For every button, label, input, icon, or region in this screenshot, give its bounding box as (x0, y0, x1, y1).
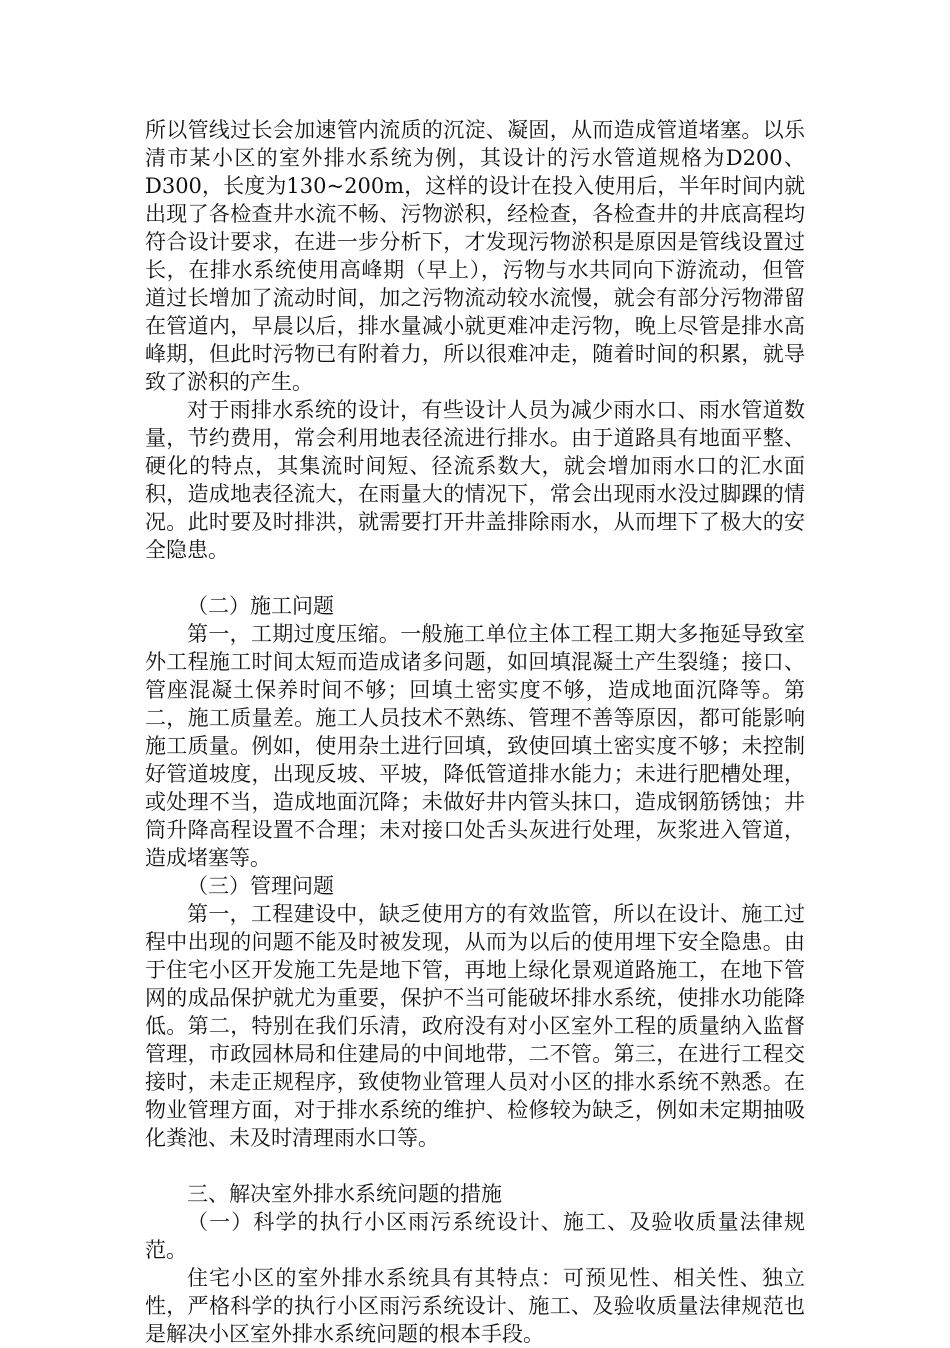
paragraph-sewer-design: 所以管线过长会加速管内流质的沉淀、凝固，从而造成管道堵塞。以乐清市某小区的室外排水系统为例，其设计的污水管道规格为D200、D300，长度为130~200m，这样的设计在投入使用后，半年时间内就出现了各检查井水流不畅、污物淤积，经检查，各检查井的井底高程均符合设计要求，在进一步分析下，才发现污物淤积是原因是管线设置过长，在排水系统使用高峰期（早上），污物与水共同向下游流动，但管道过长增加了流动时间，加之污物流动较水流慢，就会有部分污物滞留在管道内，早晨以后，排水量减小就更难冲走污物，晚上尽管是排水高峰期，但此时污物已有附着力，所以很难冲走，随着时间的积累，就导致了淤积的产生。 (145, 118, 805, 394)
document-body (145, 116, 805, 1348)
paragraph-management-issues: 第一，工程建设中，缺乏使用方的有效监管，所以在设计、施工过程中出现的问题不能及时被发现，从而为以后的使用埋下安全隐患。由于住宅小区开发施工先是地下管，再地上绿化景观道路施工，在地下管网的成品保护就尤为重要，保护不当可能破坏排水系统，使排水功能降低。第二，特别在我们乐清，政府没有对小区室外工程的质量纳入监督管理，市政园林局和住建局的中间地带，二不管。第三，在进行工程交接时，未走正规程序，致使物业管理人员对小区的排水系统不熟悉。在物业管理方面，对于排水系统的维护、检修较为缺乏，例如未定期抽吸化粪池、未及时清理雨水口等。 (145, 902, 805, 1150)
paragraph-measure-1: 住宅小区的室外排水系统具有其特点：可预见性、相关性、独立性，严格科学的执行小区雨污系统设计、施工、及验收质量法律规范也是解决小区室外排水系统问题的根本手段。 (145, 1266, 805, 1346)
paragraph-construction-issues: 第一，工期过度压缩。一般施工单位主体工程工期大多拖延导致室外工程施工时间太短而造成诸多问题，如回填混凝土产生裂缝；接口、管座混凝土保养时间不够；回填土密实度不够，造成地面沉降等。第二，施工质量差。施工人员技术不熟练、管理不善等原因，都可能影响施工质量。例如，使用杂土进行回填，致使回填土密实度不够；未控制好管道坡度，出现反坡、平坡，降低管道排水能力；未进行肥槽处理，或处理不当，造成地面沉降；未做好井内管头抹口，造成钢筋锈蚀；井筒升降高程设置不合理；未对接口处舌头灰进行处理，灰浆进入管道，造成堵塞等。 (145, 622, 805, 870)
heading-management-issues: （三）管理问题 (187, 874, 334, 898)
heading-measure-1: （一）科学的执行小区雨污系统设计、施工、及验收质量法律规范。 (145, 1210, 805, 1262)
heading-construction-issues: （二）施工问题 (187, 594, 334, 618)
heading-measures: 三、解决室外排水系统问题的措施 (187, 1182, 502, 1206)
section-gap (145, 564, 805, 592)
section-gap (145, 1152, 805, 1180)
paragraph-rain-drainage: 对于雨排水系统的设计，有些设计人员为减少雨水口、雨水管道数量，节约费用，常会利用地表径流进行排水。由于道路具有地面平整、硬化的特点，其集流时间短、径流系数大，就会增加雨水口的汇水面积，造成地表径流大，在雨量大的情况下，常会出现雨水没过脚踝的情况。此时要及时排洪，就需要打开井盖排除雨水，从而埋下了极大的安全隐患。 (145, 398, 805, 562)
